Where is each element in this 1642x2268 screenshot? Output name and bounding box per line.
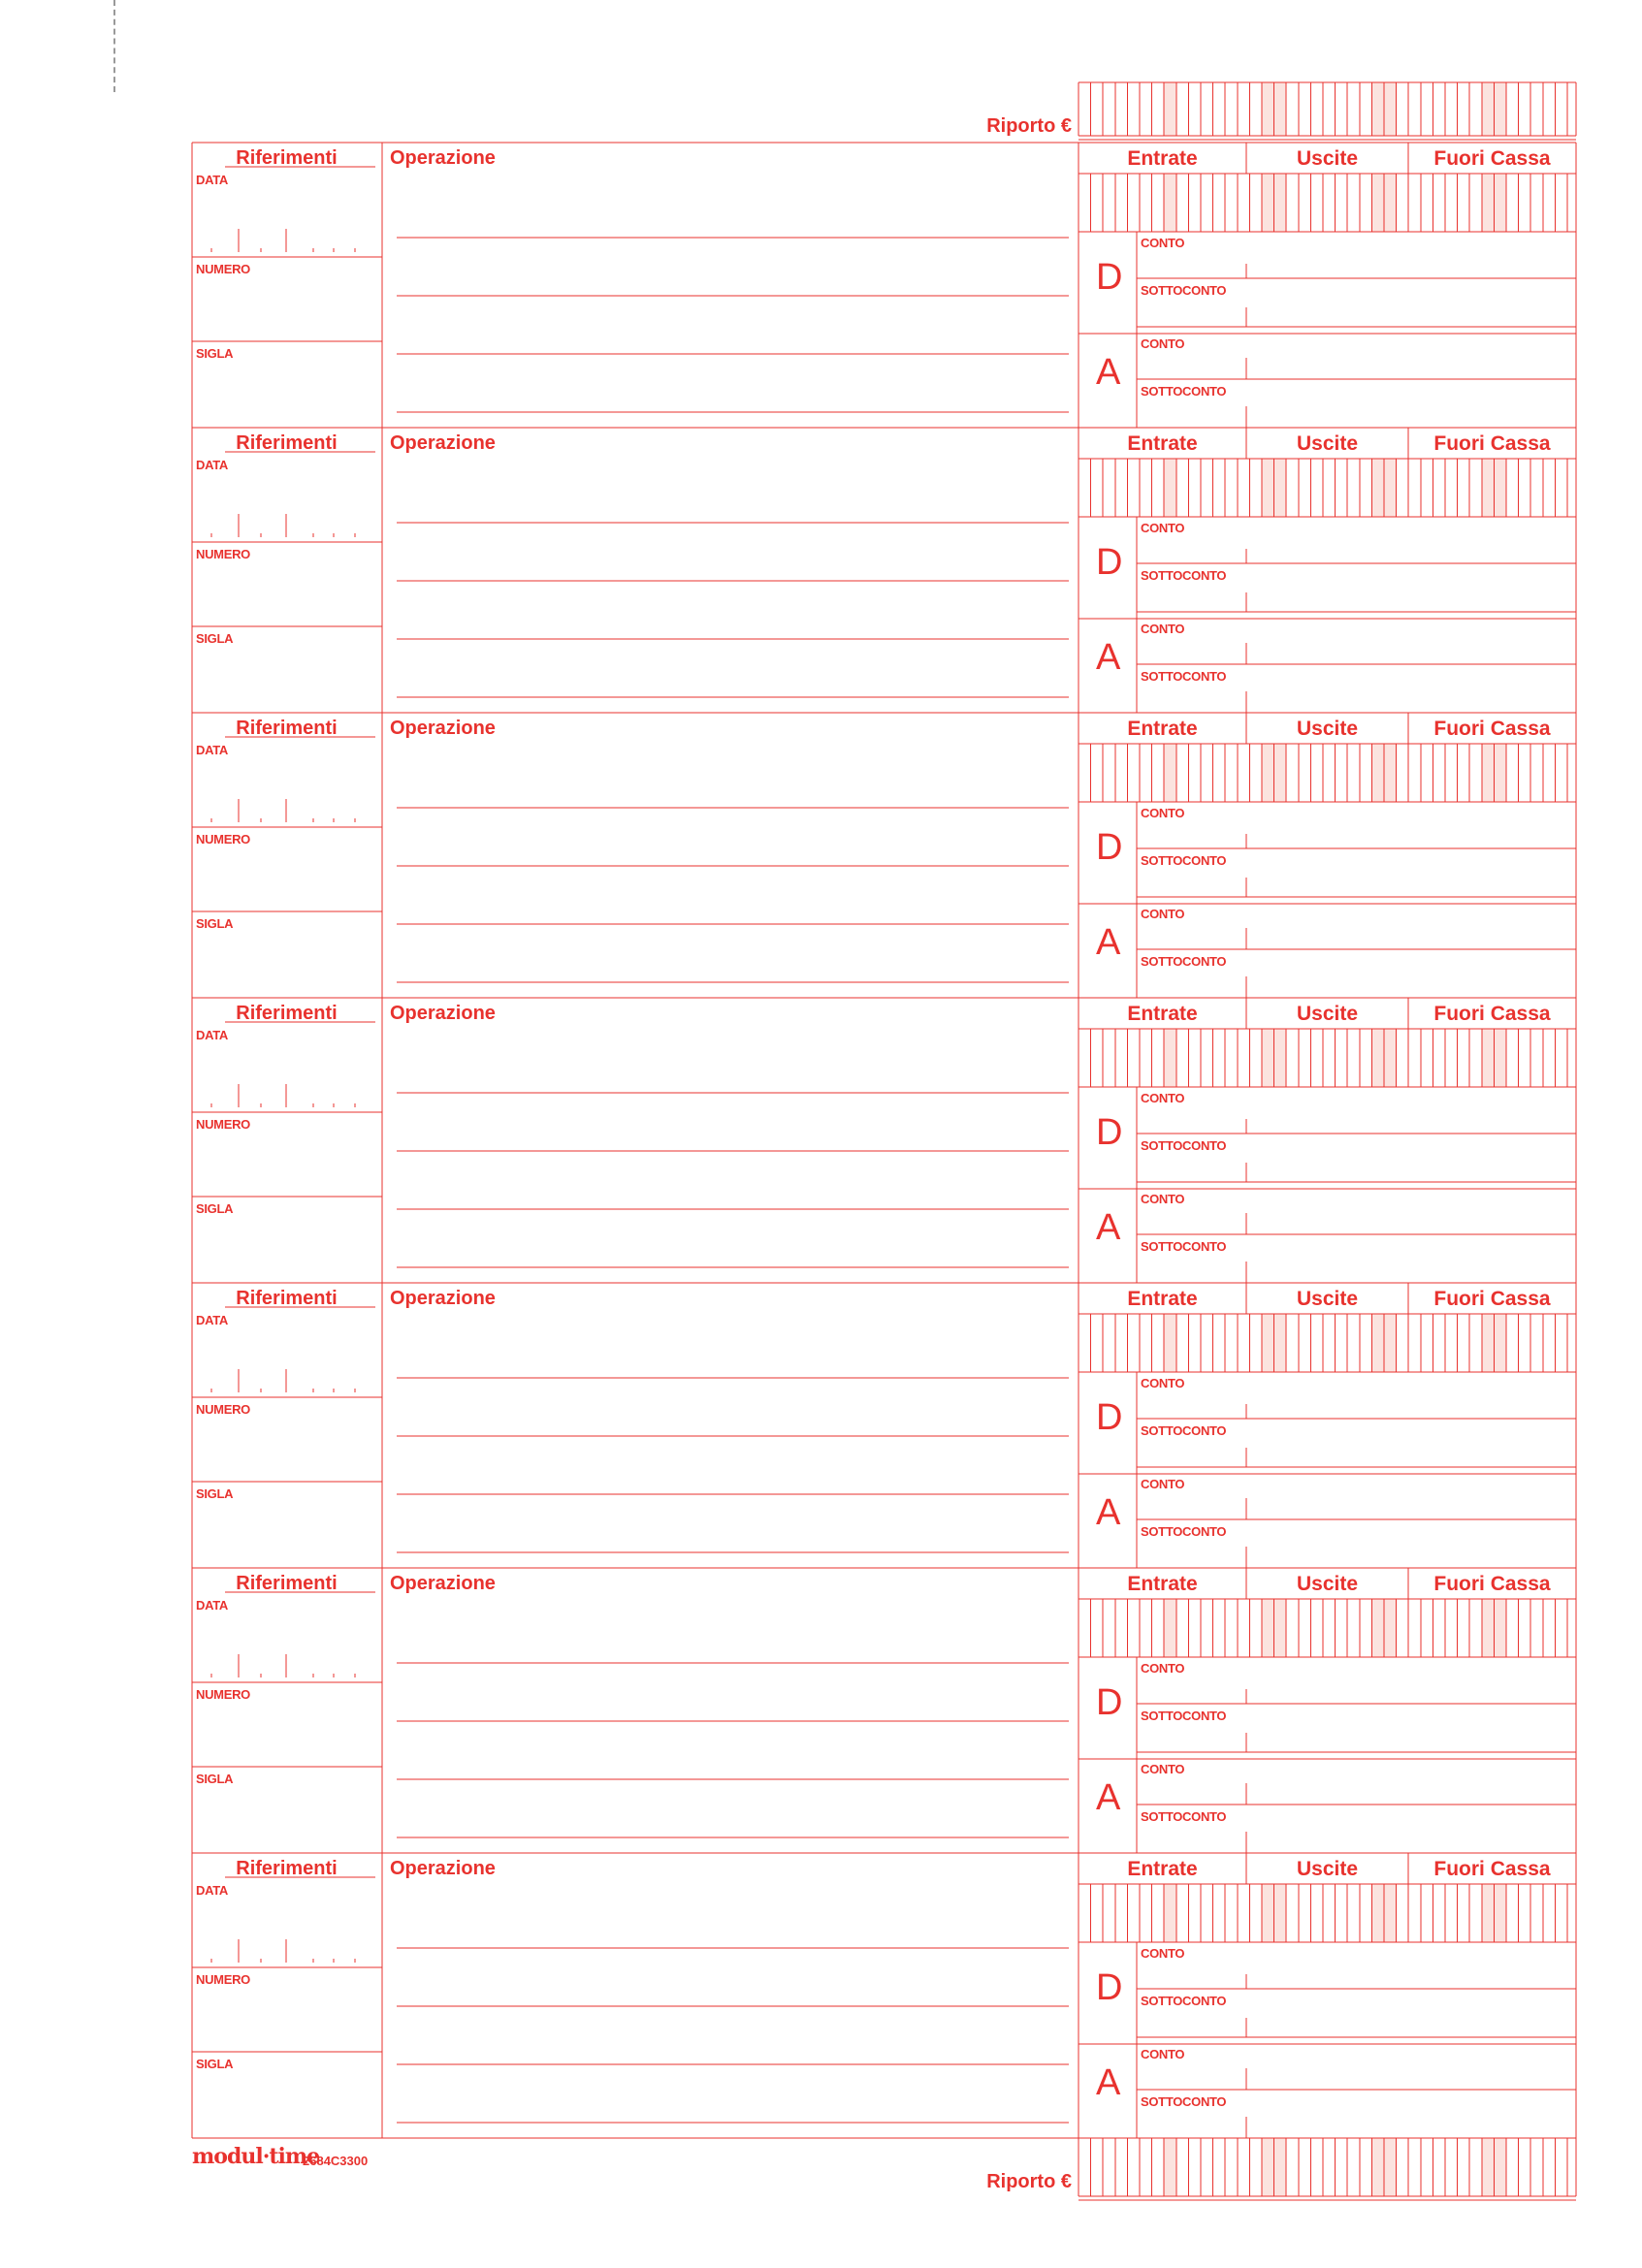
avere-sottoconto-label: SOTTOCONTO (1141, 384, 1227, 399)
riporto-bottom-strip-shade (1164, 2138, 1176, 2196)
riporto-bottom-strip-shade (1384, 2138, 1397, 2196)
avere-letter: A (1096, 637, 1121, 678)
amount-strip-shade (1482, 1599, 1495, 1657)
dare-letter: D (1096, 1397, 1123, 1438)
riporto-top-strip-shade (1274, 82, 1287, 136)
uscite-header: Uscite (1296, 1288, 1359, 1310)
dare-sottoconto-label: SOTTOCONTO (1141, 853, 1227, 868)
operazione-header: Operazione (390, 147, 496, 169)
avere-sottoconto-label: SOTTOCONTO (1141, 954, 1227, 969)
operazione-header: Operazione (390, 1288, 496, 1309)
riferimenti-header: Riferimenti (236, 718, 338, 739)
dare-sottoconto-label: SOTTOCONTO (1141, 1423, 1227, 1438)
data-label: DATA (196, 1883, 228, 1898)
riporto-bottom-strip-shade (1494, 2138, 1506, 2196)
avere-letter: A (1096, 2062, 1121, 2103)
operazione-header: Operazione (390, 718, 496, 739)
amount-strip-shade (1262, 744, 1274, 802)
riporto-bottom-strip-shade (1274, 2138, 1287, 2196)
amount-strip-shade (1371, 744, 1384, 802)
amount-strip-shade (1274, 1029, 1287, 1087)
riporto-top-strip-shade (1482, 82, 1495, 136)
amount-strip-shade (1262, 1884, 1274, 1942)
amount-strip-shade (1482, 174, 1495, 232)
amount-strip-shade (1494, 1314, 1506, 1372)
amount-strip-shade (1482, 459, 1495, 517)
amount-strip-shade (1262, 1599, 1274, 1657)
numero-label: NUMERO (196, 1972, 250, 1987)
data-label: DATA (196, 1313, 228, 1327)
entrate-header: Entrate (1127, 1573, 1198, 1595)
operazione-header: Operazione (390, 432, 496, 454)
amount-strip-shade (1164, 1314, 1176, 1372)
riporto-top-strip-shade (1371, 82, 1384, 136)
riporto-top-strip-shade (1262, 82, 1274, 136)
numero-label: NUMERO (196, 1117, 250, 1132)
avere-sottoconto-label: SOTTOCONTO (1141, 1809, 1227, 1824)
amount-strip-shade (1371, 1599, 1384, 1657)
riporto-top-strip-shade (1384, 82, 1397, 136)
riferimenti-header: Riferimenti (236, 147, 338, 169)
sigla-label: SIGLA (196, 1772, 234, 1786)
numero-label: NUMERO (196, 547, 250, 561)
avere-conto-label: CONTO (1141, 336, 1185, 351)
amount-strip-shade (1494, 459, 1506, 517)
numero-label: NUMERO (196, 1402, 250, 1417)
dare-letter: D (1096, 827, 1123, 868)
dare-sottoconto-label: SOTTOCONTO (1141, 283, 1227, 298)
avere-conto-label: CONTO (1141, 907, 1185, 921)
amount-strip-shade (1164, 1029, 1176, 1087)
amount-strip-shade (1482, 744, 1495, 802)
avere-conto-label: CONTO (1141, 1762, 1185, 1776)
uscite-header: Uscite (1296, 1858, 1359, 1880)
fuori-cassa-header: Fuori Cassa (1433, 1573, 1551, 1595)
amount-strip-shade (1494, 1029, 1506, 1087)
dare-sottoconto-label: SOTTOCONTO (1141, 1138, 1227, 1153)
entrate-header: Entrate (1127, 718, 1198, 740)
riporto-top-strip-shade (1494, 82, 1506, 136)
dare-conto-label: CONTO (1141, 1946, 1185, 1961)
amount-strip-shade (1384, 744, 1397, 802)
operazione-header: Operazione (390, 1003, 496, 1024)
sigla-label: SIGLA (196, 2057, 234, 2071)
amount-strip-shade (1494, 744, 1506, 802)
amount-strip-shade (1262, 1029, 1274, 1087)
sigla-label: SIGLA (196, 1486, 234, 1501)
amount-strip-shade (1274, 744, 1287, 802)
amount-strip-shade (1482, 1029, 1495, 1087)
amount-strip-shade (1164, 174, 1176, 232)
numero-label: NUMERO (196, 832, 250, 847)
dare-conto-label: CONTO (1141, 806, 1185, 820)
avere-letter: A (1096, 1207, 1121, 1248)
amount-strip-shade (1164, 744, 1176, 802)
dare-sottoconto-label: SOTTOCONTO (1141, 1994, 1227, 2008)
fuori-cassa-header: Fuori Cassa (1433, 147, 1551, 170)
numero-label: NUMERO (196, 1687, 250, 1702)
avere-conto-label: CONTO (1141, 2047, 1185, 2061)
entrate-header: Entrate (1127, 1288, 1198, 1310)
sigla-label: SIGLA (196, 631, 234, 646)
form-code: 2684C3300 (303, 2154, 369, 2168)
sigla-label: SIGLA (196, 1201, 234, 1216)
riferimenti-header: Riferimenti (236, 1003, 338, 1024)
numero-label: NUMERO (196, 262, 250, 276)
operazione-header: Operazione (390, 1573, 496, 1594)
avere-sottoconto-label: SOTTOCONTO (1141, 1239, 1227, 1254)
data-label: DATA (196, 458, 228, 472)
amount-strip-shade (1371, 1314, 1384, 1372)
amount-strip-shade (1164, 1884, 1176, 1942)
entrate-header: Entrate (1127, 1858, 1198, 1880)
dare-sottoconto-label: SOTTOCONTO (1141, 568, 1227, 583)
entrate-header: Entrate (1127, 1003, 1198, 1025)
amount-strip-shade (1494, 1884, 1506, 1942)
amount-strip-shade (1262, 1314, 1274, 1372)
avere-letter: A (1096, 1492, 1121, 1533)
riferimenti-header: Riferimenti (236, 432, 338, 454)
avere-sottoconto-label: SOTTOCONTO (1141, 1524, 1227, 1539)
riferimenti-header: Riferimenti (236, 1288, 338, 1309)
amount-strip-shade (1262, 174, 1274, 232)
dare-letter: D (1096, 1682, 1123, 1723)
uscite-header: Uscite (1296, 718, 1359, 740)
amount-strip-shade (1274, 459, 1287, 517)
amount-strip-shade (1384, 1314, 1397, 1372)
amount-strip-shade (1274, 1599, 1287, 1657)
dare-conto-label: CONTO (1141, 1091, 1185, 1105)
data-label: DATA (196, 743, 228, 757)
amount-strip-shade (1494, 1599, 1506, 1657)
fuori-cassa-header: Fuori Cassa (1433, 1858, 1551, 1880)
entrate-header: Entrate (1127, 147, 1198, 170)
avere-sottoconto-label: SOTTOCONTO (1141, 669, 1227, 684)
operazione-header: Operazione (390, 1858, 496, 1879)
avere-conto-label: CONTO (1141, 1192, 1185, 1206)
avere-conto-label: CONTO (1141, 622, 1185, 636)
amount-strip-shade (1164, 459, 1176, 517)
dare-conto-label: CONTO (1141, 521, 1185, 535)
uscite-header: Uscite (1296, 1003, 1359, 1025)
dare-conto-label: CONTO (1141, 1661, 1185, 1676)
avere-conto-label: CONTO (1141, 1477, 1185, 1491)
data-label: DATA (196, 173, 228, 187)
amount-strip-shade (1482, 1314, 1495, 1372)
amount-strip-shade (1371, 174, 1384, 232)
fuori-cassa-header: Fuori Cassa (1433, 1003, 1551, 1025)
amount-strip-shade (1274, 174, 1287, 232)
amount-strip-shade (1262, 459, 1274, 517)
sigla-label: SIGLA (196, 346, 234, 361)
uscite-header: Uscite (1296, 1573, 1359, 1595)
uscite-header: Uscite (1296, 432, 1359, 455)
data-label: DATA (196, 1028, 228, 1042)
amount-strip-shade (1274, 1884, 1287, 1942)
amount-strip-shade (1482, 1884, 1495, 1942)
fuori-cassa-header: Fuori Cassa (1433, 432, 1551, 455)
avere-letter: A (1096, 352, 1121, 393)
amount-strip-shade (1371, 1029, 1384, 1087)
amount-strip-shade (1164, 1599, 1176, 1657)
riporto-top-strip-shade (1164, 82, 1176, 136)
uscite-header: Uscite (1296, 147, 1359, 170)
amount-strip-shade (1384, 459, 1397, 517)
amount-strip-shade (1371, 459, 1384, 517)
modul-time-logo: modul·time (192, 2144, 320, 2169)
dare-conto-label: CONTO (1141, 1376, 1185, 1390)
sigla-label: SIGLA (196, 916, 234, 931)
riporto-bottom-label: Riporto € (986, 2171, 1072, 2192)
amount-strip-shade (1371, 1884, 1384, 1942)
riferimenti-header: Riferimenti (236, 1858, 338, 1879)
amount-strip-shade (1494, 174, 1506, 232)
avere-letter: A (1096, 1777, 1121, 1818)
riporto-bottom-strip-shade (1371, 2138, 1384, 2196)
riporto-bottom-strip-shade (1262, 2138, 1274, 2196)
riporto-top-label: Riporto € (986, 115, 1072, 137)
dare-letter: D (1096, 257, 1123, 298)
amount-strip-shade (1384, 1884, 1397, 1942)
dare-letter: D (1096, 1112, 1123, 1153)
amount-strip-shade (1384, 1029, 1397, 1087)
amount-strip-shade (1274, 1314, 1287, 1372)
dare-letter: D (1096, 542, 1123, 583)
riporto-bottom-strip-shade (1482, 2138, 1495, 2196)
dare-sottoconto-label: SOTTOCONTO (1141, 1709, 1227, 1723)
riferimenti-header: Riferimenti (236, 1573, 338, 1594)
dare-letter: D (1096, 1967, 1123, 2008)
fuori-cassa-header: Fuori Cassa (1433, 1288, 1551, 1310)
entrate-header: Entrate (1127, 432, 1198, 455)
amount-strip-shade (1384, 1599, 1397, 1657)
avere-sottoconto-label: SOTTOCONTO (1141, 2094, 1227, 2109)
fuori-cassa-header: Fuori Cassa (1433, 718, 1551, 740)
avere-letter: A (1096, 922, 1121, 963)
data-label: DATA (196, 1598, 228, 1613)
amount-strip-shade (1384, 174, 1397, 232)
dare-conto-label: CONTO (1141, 236, 1185, 250)
